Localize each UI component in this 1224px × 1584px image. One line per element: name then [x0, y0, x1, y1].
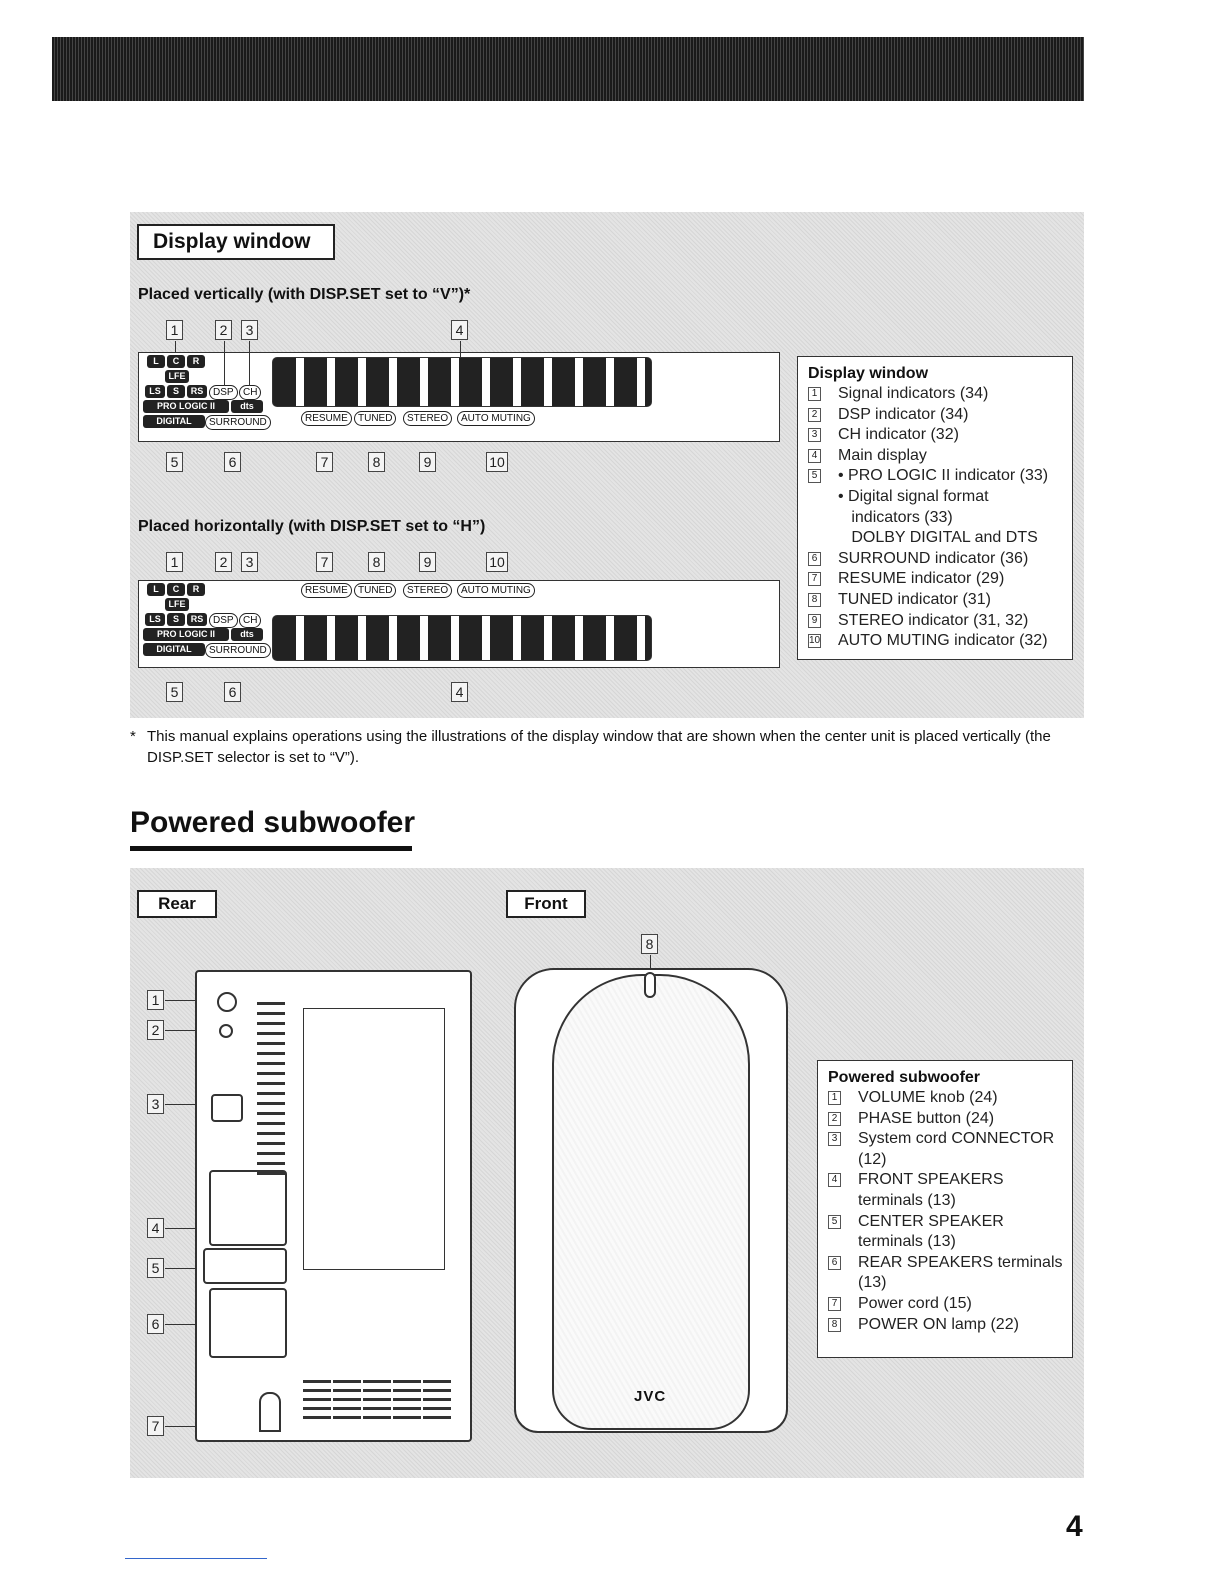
legend-item-text: terminals (13): [858, 1191, 956, 1209]
legend-item-number: 4: [828, 1173, 841, 1187]
legend-item-number: 5: [828, 1215, 841, 1229]
indicator-resume: RESUME: [301, 583, 352, 598]
heatsink-plate: [303, 1008, 445, 1270]
indicator-lfe: LFE: [165, 370, 189, 383]
callout-number: 3: [241, 552, 258, 572]
legend-item-number: 3: [808, 428, 821, 442]
indicator-ls: LS: [145, 385, 165, 398]
indicator-ch: CH: [239, 613, 261, 628]
vent-slot: [333, 1407, 361, 1410]
indicator-auto-muting: AUTO MUTING: [457, 583, 535, 598]
callout-number: 1: [147, 990, 164, 1010]
title-underline: [130, 846, 412, 851]
vent-slot: [303, 1416, 331, 1419]
indicator-rs: RS: [187, 385, 207, 398]
legend-item-number: 8: [808, 593, 821, 607]
power-on-lamp: [644, 972, 656, 998]
callout-number: 1: [166, 320, 183, 340]
page-number: 4: [1066, 1510, 1083, 1543]
callout-number: 2: [215, 552, 232, 572]
legend-item: [808, 384, 1062, 405]
footnote: [130, 726, 1070, 768]
legend-item: [808, 487, 1062, 508]
vent-slot: [393, 1389, 421, 1392]
vent-slot: [333, 1380, 361, 1383]
indicator-prologic: PRO LOGIC II: [143, 628, 229, 641]
callout-number: 4: [451, 320, 468, 340]
legend-item-text: PHASE button (24): [858, 1109, 995, 1127]
vent-slot: [303, 1407, 331, 1410]
vent-slot: [393, 1416, 421, 1419]
callout-number: 6: [147, 1314, 164, 1334]
indicator-ch: CH: [239, 385, 261, 400]
vent-slot: [257, 1062, 285, 1065]
callout-number: 5: [147, 1258, 164, 1278]
legend-item-text: FRONT SPEAKERS: [858, 1171, 1004, 1189]
indicator-tuned: TUNED: [354, 583, 396, 598]
vent-slot: [257, 1132, 285, 1135]
callout-number: 5: [166, 452, 183, 472]
legend-item-number: 2: [808, 408, 821, 422]
vent-slot: [257, 1142, 285, 1145]
vent-slot: [257, 1162, 285, 1165]
vent-slot: [257, 1112, 285, 1115]
vent-slot: [257, 1052, 285, 1055]
leader-line: [249, 341, 250, 386]
phase-button: [219, 1024, 233, 1038]
vent-slot: [423, 1389, 451, 1392]
vertical-placement-label: Placed vertically (with DISP.SET set to “V”)*: [138, 286, 471, 303]
legend-item-number: 6: [828, 1256, 841, 1270]
callout-number: 9: [419, 552, 436, 572]
callout-number: 1: [166, 552, 183, 572]
indicator-stereo: STEREO: [403, 411, 452, 426]
legend-item-text: POWER ON lamp (22): [858, 1315, 1019, 1333]
vent-slot: [257, 1012, 285, 1015]
indicator-lfe: LFE: [165, 598, 189, 611]
callout-number: 7: [147, 1416, 164, 1436]
vent-slot: [303, 1389, 331, 1392]
legend-item-text: DOLBY DIGITAL and DTS: [838, 529, 1038, 547]
volume-knob: [217, 992, 237, 1012]
callout-number: 8: [641, 934, 658, 954]
vent-slot: [423, 1398, 451, 1401]
indicator-dsp: DSP: [209, 385, 238, 400]
indicator-s: S: [167, 613, 185, 626]
legend-item-text: CH indicator (32): [838, 426, 959, 444]
legend-item-text: indicators (33): [838, 508, 953, 526]
legend-item-text: TUNED indicator (31): [838, 590, 991, 608]
vent-slot: [393, 1380, 421, 1383]
legend-item: [828, 1191, 1062, 1212]
legend-item: [808, 508, 1062, 529]
indicator-r: R: [187, 583, 205, 596]
vent-slot: [303, 1380, 331, 1383]
subwoofer-rear-illustration: [195, 970, 472, 1442]
vent-slot: [257, 1122, 285, 1125]
callout-number: 6: [224, 682, 241, 702]
legend-item-number: 9: [808, 614, 821, 628]
legend-item-text: REAR SPEAKERS terminals: [858, 1253, 1063, 1271]
indicator-digital: DIGITAL: [143, 643, 205, 656]
indicator-digital: DIGITAL: [143, 415, 205, 428]
rear-tag: Rear: [137, 890, 217, 918]
vent-slot: [423, 1416, 451, 1419]
speaker-grille: [552, 974, 750, 1430]
indicator-surround: SURROUND: [205, 643, 271, 658]
indicator-dts: dts: [231, 628, 263, 641]
legend-item-number: 1: [808, 387, 821, 401]
main-display-segments: [272, 615, 652, 661]
indicator-c: C: [167, 583, 185, 596]
legend-item: [808, 631, 1062, 652]
vent-slot: [423, 1407, 451, 1410]
legend-item-text: Signal indicators (34): [838, 385, 989, 402]
legend-item: [828, 1088, 1062, 1109]
indicator-r: R: [187, 355, 205, 368]
subwoofer-legend: [817, 1060, 1073, 1358]
legend-item-text: Main display: [838, 446, 927, 464]
vent-slot: [423, 1380, 451, 1383]
footnote-marker: *: [130, 728, 136, 745]
legend-item: [808, 425, 1062, 446]
callout-number: 4: [147, 1218, 164, 1238]
legend-item: [828, 1253, 1062, 1274]
callout-number: 3: [147, 1094, 164, 1114]
legend-item-text: Power cord (15): [858, 1294, 972, 1312]
legend-item-number: 2: [828, 1112, 841, 1126]
section-title: Powered subwoofer: [130, 806, 416, 839]
footnote-text: This manual explains operations using the illustrations of the display window that are shown when the center unit is placed vertically (the DISP.SET selector is set to “V”).: [147, 728, 1051, 766]
indicator-c: C: [167, 355, 185, 368]
vent-slot: [257, 1092, 285, 1095]
legend-item-text: VOLUME knob (24): [858, 1089, 998, 1106]
indicator-surround: SURROUND: [205, 415, 271, 430]
legend-item: [808, 528, 1062, 549]
footer-rule: [125, 1558, 267, 1559]
indicator-resume: RESUME: [301, 411, 352, 426]
legend-title: Display window: [808, 365, 929, 382]
indicator-l: L: [147, 583, 165, 596]
vent-slot: [333, 1416, 361, 1419]
legend-item: [808, 611, 1062, 632]
legend-item-text: RESUME indicator (29): [838, 570, 1005, 588]
legend-item-number: 3: [828, 1132, 841, 1146]
callout-number: 8: [368, 452, 385, 472]
legend-item-text: SURROUND indicator (36): [838, 549, 1029, 567]
header-bar: [52, 37, 1084, 101]
legend-item: [828, 1170, 1062, 1191]
legend-item: [808, 405, 1062, 426]
legend-item: [808, 446, 1062, 467]
indicator-prologic: PRO LOGIC II: [143, 400, 229, 413]
legend-item-text: • Digital signal format: [838, 487, 989, 505]
indicator-tuned: TUNED: [354, 411, 396, 426]
leader-line: [650, 955, 651, 969]
legend-item-text: (13): [858, 1274, 887, 1292]
callout-number: 9: [419, 452, 436, 472]
legend-item: [828, 1294, 1062, 1315]
vent-slot: [363, 1416, 391, 1419]
callout-number: 7: [316, 452, 333, 472]
horizontal-placement-label: Placed horizontally (with DISP.SET set to “H”): [138, 518, 486, 535]
callout-number: 7: [316, 552, 333, 572]
leader-line: [175, 341, 176, 353]
legend-item-number: 4: [808, 449, 821, 463]
power-cord: [259, 1392, 281, 1432]
vent-slot: [257, 1042, 285, 1045]
legend-item-number: 10: [809, 635, 821, 647]
legend-item-number: 6: [808, 552, 821, 566]
leader-line: [460, 341, 461, 357]
system-connector: [211, 1094, 243, 1122]
callout-number: 2: [147, 1020, 164, 1040]
callout-number: 8: [368, 552, 385, 572]
front-speaker-terminals: [209, 1170, 287, 1246]
center-speaker-terminals: [203, 1248, 287, 1284]
legend-item: [808, 466, 1062, 487]
indicator-auto-muting: AUTO MUTING: [457, 411, 535, 426]
callout-number: 6: [224, 452, 241, 472]
legend-item: [808, 549, 1062, 570]
callout-number: 10: [486, 552, 508, 572]
vent-slot: [257, 1172, 285, 1175]
vent-slot: [257, 1032, 285, 1035]
legend-item-text: System cord CONNECTOR: [858, 1130, 1055, 1148]
vent-slot: [363, 1407, 391, 1410]
legend-item-text: (12): [858, 1150, 887, 1168]
legend-item-number: 5: [808, 469, 821, 483]
legend-item-text: AUTO MUTING indicator (32): [838, 632, 1048, 650]
vent-slot: [333, 1398, 361, 1401]
legend-item-number: 8: [828, 1318, 841, 1332]
vent-slot: [393, 1398, 421, 1401]
vent-slot: [363, 1389, 391, 1392]
vent-slot: [257, 1002, 285, 1005]
vent-slot: [257, 1072, 285, 1075]
legend-item-text: STEREO indicator (31, 32): [838, 611, 1029, 629]
front-tag: Front: [506, 890, 586, 918]
callout-number: 4: [451, 682, 468, 702]
indicator-dts: dts: [231, 400, 263, 413]
callout-number: 3: [241, 320, 258, 340]
vent-slot: [257, 1082, 285, 1085]
legend-item-number: 7: [828, 1297, 841, 1311]
vent-slot: [393, 1407, 421, 1410]
legend-item-number: 1: [828, 1091, 841, 1105]
indicator-s: S: [167, 385, 185, 398]
brand-logo: JVC: [634, 1388, 667, 1405]
vent-slot: [363, 1398, 391, 1401]
display-window-heading: Display window: [137, 224, 335, 260]
legend-item-text: DSP indicator (34): [838, 405, 969, 423]
legend-item: [828, 1129, 1062, 1150]
display-vertical: [138, 352, 780, 442]
legend-item: [828, 1232, 1062, 1253]
indicator-l: L: [147, 355, 165, 368]
indicator-dsp: DSP: [209, 613, 238, 628]
legend-item: [828, 1212, 1062, 1233]
main-display-segments: [272, 357, 652, 407]
display-window-legend: [797, 356, 1073, 660]
legend-item-text: CENTER SPEAKER: [858, 1212, 1004, 1230]
vent-slot: [363, 1380, 391, 1383]
legend-title: Powered subwoofer: [828, 1069, 981, 1086]
callout-number: 10: [486, 452, 508, 472]
leader-line: [224, 341, 225, 386]
indicator-ls: LS: [145, 613, 165, 626]
vent-slot: [303, 1398, 331, 1401]
legend-item: [828, 1150, 1062, 1171]
vent-slot: [257, 1022, 285, 1025]
rear-speaker-terminals: [209, 1288, 287, 1358]
legend-item-text: • PRO LOGIC II indicator (33): [838, 467, 1049, 485]
legend-item-text: terminals (13): [858, 1233, 956, 1251]
legend-item: [808, 569, 1062, 590]
subwoofer-front-illustration: [514, 968, 788, 1433]
legend-item: [828, 1273, 1062, 1294]
legend-item: [828, 1315, 1062, 1336]
legend-item: [828, 1109, 1062, 1130]
indicator-rs: RS: [187, 613, 207, 626]
vent-slot: [257, 1102, 285, 1105]
display-window-panel: [130, 212, 1084, 718]
vent-slot: [257, 1152, 285, 1155]
legend-item: [808, 590, 1062, 611]
indicator-stereo: STEREO: [403, 583, 452, 598]
callout-number: 2: [215, 320, 232, 340]
display-horizontal: [138, 580, 780, 668]
callout-number: 5: [166, 682, 183, 702]
vent-slot: [333, 1389, 361, 1392]
legend-item-number: 7: [808, 572, 821, 586]
